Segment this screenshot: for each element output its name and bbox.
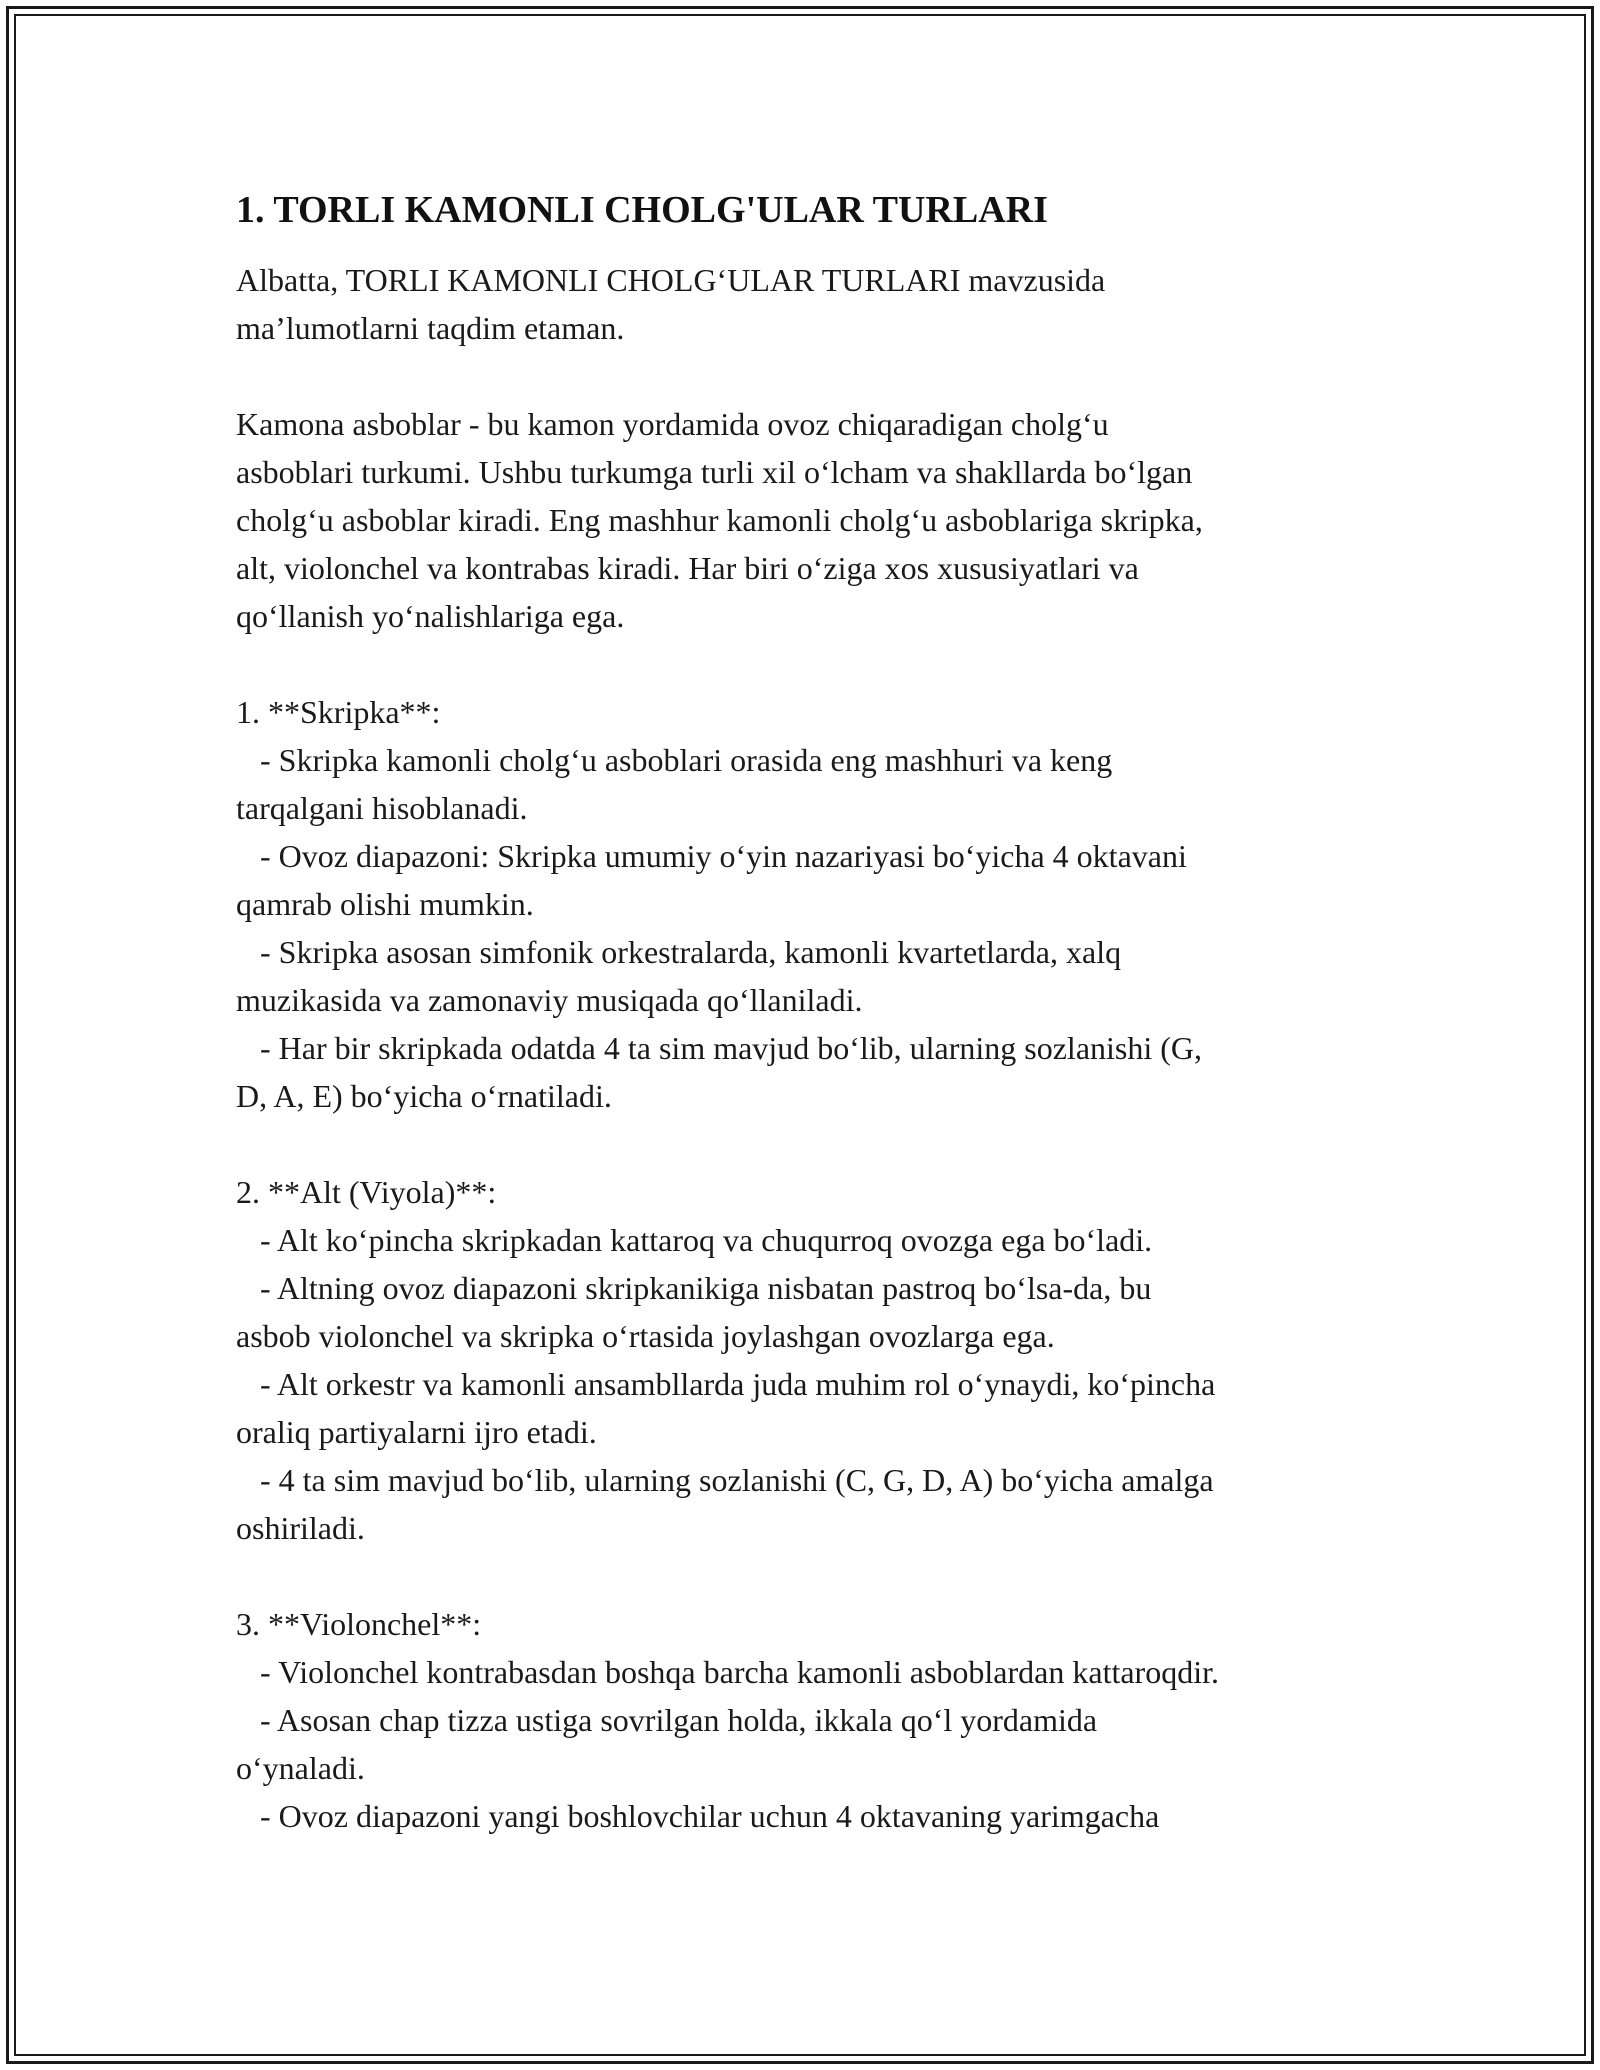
- intro-paragraph: Albatta, TORLI KAMONLI CHOLGʻULAR TURLARI mavzusida maʼlumotlarni taqdim etaman.: [236, 262, 1106, 346]
- list-item: - Skripka kamonli cholgʻu asboblari orasida eng mashhuri va keng tarqalgani hisoblanadi.: [236, 742, 1113, 826]
- paragraph-spacer: [236, 352, 1386, 400]
- description-paragraph: Kamona asboblar - bu kamon yordamida ovoz chiqaradigan cholgʻu asboblari turkumi. Ushbu turkumga turli xil oʻlcham va shakllarda boʻlgan cholgʻu asboblar kiradi. Eng mashhur kamonli cholgʻu asboblariga skripka, alt, violonchel va kontrabas kiradi. Har biri oʻziga xos xususiyatlari va qoʻllanish yoʻnalishlariga ega.: [236, 406, 1203, 634]
- list-item: - Ovoz diapazoni yangi boshlovchilar uchun 4 oktavaning yarimgacha: [236, 1798, 1160, 1834]
- list-item: - Asosan chap tizza ustiga sovrilgan holda, ikkala qoʻl yordamida oʻynaladi.: [236, 1702, 1098, 1786]
- document-title: 1. TORLI KAMONLI CHOLG'ULAR TURLARI: [236, 189, 1048, 231]
- document-body: [236, 186, 1386, 1840]
- list-item: - Alt orkestr va kamonli ansambllarda juda muhim rol oʻynaydi, koʻpincha oraliq partiyalarni ijro etadi.: [236, 1366, 1216, 1450]
- section-heading: 1. **Skripka**:: [236, 694, 441, 730]
- section-alt: [236, 1168, 1386, 1552]
- list-item: - Har bir skripkada odatda 4 ta sim mavjud boʻlib, ularning sozlanishi (G, D, A, E) boʻyicha oʻrnatiladi.: [236, 1030, 1203, 1114]
- section-violonchel: [236, 1600, 1386, 1840]
- section-heading: 2. **Alt (Viyola)**:: [236, 1174, 497, 1210]
- list-item: - Ovoz diapazoni: Skripka umumiy oʻyin nazariyasi boʻyicha 4 oktavani qamrab olishi mumkin.: [236, 838, 1187, 922]
- paragraph-spacer: [236, 1120, 1386, 1168]
- list-item: - Skripka asosan simfonik orkestralarda, kamonli kvartetlarda, xalq muzikasida va zamonaviy musiqada qoʻllaniladi.: [236, 934, 1122, 1018]
- paragraph-spacer: [236, 640, 1386, 688]
- list-item: - Violonchel kontrabasdan boshqa barcha kamonli asboblardan kattaroqdir.: [236, 1654, 1219, 1690]
- list-item: - Alt koʻpincha skripkadan kattaroq va chuqurroq ovozga ega boʻladi.: [236, 1222, 1153, 1258]
- list-item: - 4 ta sim mavjud boʻlib, ularning sozlanishi (C, G, D, A) boʻyicha amalga oshiriladi.: [236, 1462, 1214, 1546]
- section-skripka: [236, 688, 1386, 1120]
- section-heading: 3. **Violonchel**:: [236, 1606, 482, 1642]
- list-item: - Altning ovoz diapazoni skripkanikiga nisbatan pastroq boʻlsa-da, bu asbob violonchel va skripka oʻrtasida joylashgan ovozlarga ega.: [236, 1270, 1152, 1354]
- paragraph-spacer: [236, 1552, 1386, 1600]
